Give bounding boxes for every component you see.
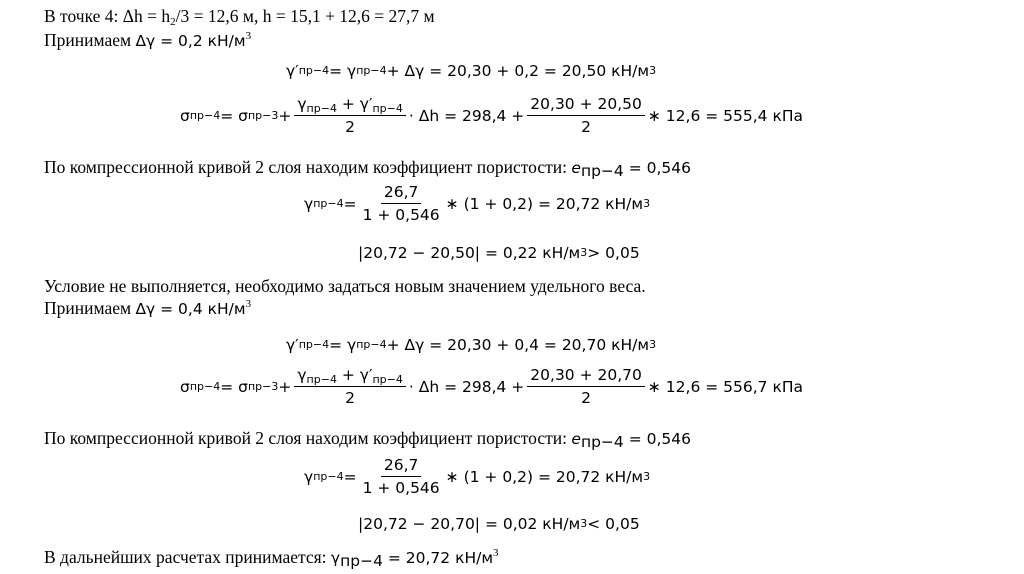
gp1-eq: = γ xyxy=(329,62,357,80)
gamma-eq-1: γ пр−4 = $\frac{26,7}{1 + 0,546}$ ∗ (1 + 0,2) = 20,72 кН/м 3 xyxy=(304,183,651,224)
s1-frac1 xyxy=(294,93,406,138)
s1-frac2-den: 2 xyxy=(581,118,592,136)
porosity-1 xyxy=(44,157,691,181)
check-1-tail: > 0,05 xyxy=(587,244,640,262)
porosity-2-e: e xyxy=(571,430,581,448)
g1-tail: ∗ (1 + 0,2) = 20,72 кН/м xyxy=(445,194,644,213)
g1-frac-num: 26,7 xyxy=(381,181,422,204)
s2-f1a-sub: пр−4 xyxy=(306,373,337,386)
sigma-eq-1: σ пр−4 = σ пр−3 + $\frac{\gamma_{пр-4} + \gamma'_{пр-4}}{2}$ · Δh = 298,4 + $\frac{20,30 + 20,50}{2}$ ∗ 12,6 = 555,4 кПа xyxy=(180,95,803,136)
intro-suffix: /3 = 12,6 м, h = 15,1 + 12,6 = 27,7 м xyxy=(175,6,435,26)
s2-f1plus: + γ′ xyxy=(336,366,373,384)
gp1-rest: + Δγ = 20,30 + 0,2 = 20,50 кН/м xyxy=(386,62,650,80)
gp2-lhs: γ′ xyxy=(286,336,299,354)
g1-frac-den: 1 + 0,546 xyxy=(362,206,440,224)
s1-f1b-sub: пр−4 xyxy=(372,102,403,115)
s1-f1a-sub: пр−4 xyxy=(306,102,337,115)
s1-lhs: σ xyxy=(180,106,190,125)
g2-frac xyxy=(360,454,443,499)
assume-1-math: Δγ = 0,2 кН/м xyxy=(135,32,246,50)
s1-mid: · Δh = 298,4 + xyxy=(408,106,525,125)
g2-eq: = xyxy=(343,467,357,486)
intro-prefix: В точке 4: Δh = h xyxy=(44,6,171,26)
g1-eq: = xyxy=(343,194,357,213)
s2-frac2 xyxy=(527,364,645,409)
s1-f1a: γ xyxy=(297,95,307,113)
s2-mid: · Δh = 298,4 + xyxy=(408,377,525,396)
s2-f1a: γ xyxy=(297,366,307,384)
assume-2-prefix: Принимаем xyxy=(44,298,136,318)
g2-lhs: γ xyxy=(304,467,314,486)
s2-frac2-den: 2 xyxy=(581,389,592,407)
intro-sub: 2 xyxy=(170,16,176,28)
s1-f1plus: + γ′ xyxy=(336,95,373,113)
porosity-1-sub: пр−4 xyxy=(580,162,624,180)
gamma-prime-eq-1: γ′ пр−4 = γ пр−4 + Δγ = 20,30 + 0,2 = 20,50 кН/м 3 xyxy=(286,62,657,80)
porosity-2-text: По компрессионной кривой 2 слоя находим коэффициент пористости: xyxy=(44,428,572,448)
s2-frac1-num xyxy=(294,364,406,387)
gp2-rest: + Δγ = 20,30 + 0,4 = 20,70 кН/м xyxy=(386,336,650,354)
assume-1-prefix: Принимаем xyxy=(44,30,136,50)
s1-eq: = σ xyxy=(220,106,248,125)
s2-tail: ∗ 12,6 = 556,7 кПа xyxy=(647,377,803,396)
g2-frac-den: 1 + 0,546 xyxy=(362,479,440,497)
assume-2 xyxy=(44,298,251,319)
porosity-2 xyxy=(44,428,691,452)
gp1-lhs: γ′ xyxy=(286,62,299,80)
final-math: γ xyxy=(330,549,341,567)
s2-f1b-sub: пр−4 xyxy=(372,373,403,386)
assume-2-sup: 3 xyxy=(245,298,252,310)
check-2-text: |20,72 − 20,70| = 0,02 кН/м xyxy=(358,515,581,533)
final-val: = 20,72 кН/м xyxy=(382,549,494,567)
assume-1-sup: 3 xyxy=(245,30,252,42)
final-statement xyxy=(44,547,499,571)
s1-frac2-num: 20,30 + 20,50 xyxy=(527,93,645,116)
check-1-text: |20,72 − 20,50| = 0,22 кН/м xyxy=(358,244,581,262)
assume-2-math: Δγ = 0,4 кН/м xyxy=(135,300,246,318)
gamma-prime-eq-2: γ′ пр−4 = γ пр−4 + Δγ = 20,30 + 0,4 = 20,70 кН/м 3 xyxy=(286,336,657,354)
s2-frac1-den: 2 xyxy=(345,389,356,407)
s2-lhs: σ xyxy=(180,377,190,396)
porosity-1-val: = 0,546 xyxy=(623,159,691,177)
s1-plus: + xyxy=(278,106,292,125)
sigma-eq-2: σ пр−4 = σ пр−3 + $\frac{\gamma_{пр-4} + \gamma'_{пр-4}}{2}$ · Δh = 298,4 + $\frac{20,30 + 20,70}{2}$ ∗ 12,6 = 556,7 кПа xyxy=(180,366,803,407)
porosity-2-val: = 0,546 xyxy=(623,430,691,448)
s1-tail: ∗ 12,6 = 555,4 кПа xyxy=(647,106,803,125)
g1-lhs: γ xyxy=(304,194,314,213)
s1-frac1-den: 2 xyxy=(345,118,356,136)
final-text: В дальнейших расчетах принимается: xyxy=(44,547,331,567)
check-2: |20,72 − 20,70| = 0,02 кН/м 3 < 0,05 xyxy=(358,515,640,533)
porosity-2-sub: пр−4 xyxy=(580,433,624,451)
s2-frac2-num: 20,30 + 20,70 xyxy=(527,364,645,387)
g2-tail: ∗ (1 + 0,2) = 20,72 кН/м xyxy=(445,467,644,486)
final-sup: 3 xyxy=(493,547,499,559)
s2-eq: = σ xyxy=(220,377,248,396)
conclusion-1: Условие не выполняется, необходимо задаться новым значением удельного веса. xyxy=(44,276,646,296)
check-2-tail: < 0,05 xyxy=(587,515,640,533)
gamma-eq-2: γ пр−4 = $\frac{26,7}{1 + 0,546}$ ∗ (1 + 0,2) = 20,72 кН/м 3 xyxy=(304,456,651,497)
check-1: |20,72 − 20,50| = 0,22 кН/м 3 > 0,05 xyxy=(358,244,640,262)
s2-frac1 xyxy=(294,364,406,409)
final-sub: пр−4 xyxy=(340,552,383,570)
step4-intro xyxy=(44,6,435,26)
s2-plus: + xyxy=(278,377,292,396)
porosity-1-text: По компрессионной кривой 2 слоя находим коэффициент пористости: xyxy=(44,157,572,177)
assume-1 xyxy=(44,30,251,51)
gp2-eq: = γ xyxy=(329,336,357,354)
g2-frac-num: 26,7 xyxy=(381,454,422,477)
porosity-1-e: e xyxy=(571,159,581,177)
g1-frac xyxy=(360,181,443,226)
s1-frac2 xyxy=(527,93,645,138)
s1-frac1-num xyxy=(294,93,406,116)
